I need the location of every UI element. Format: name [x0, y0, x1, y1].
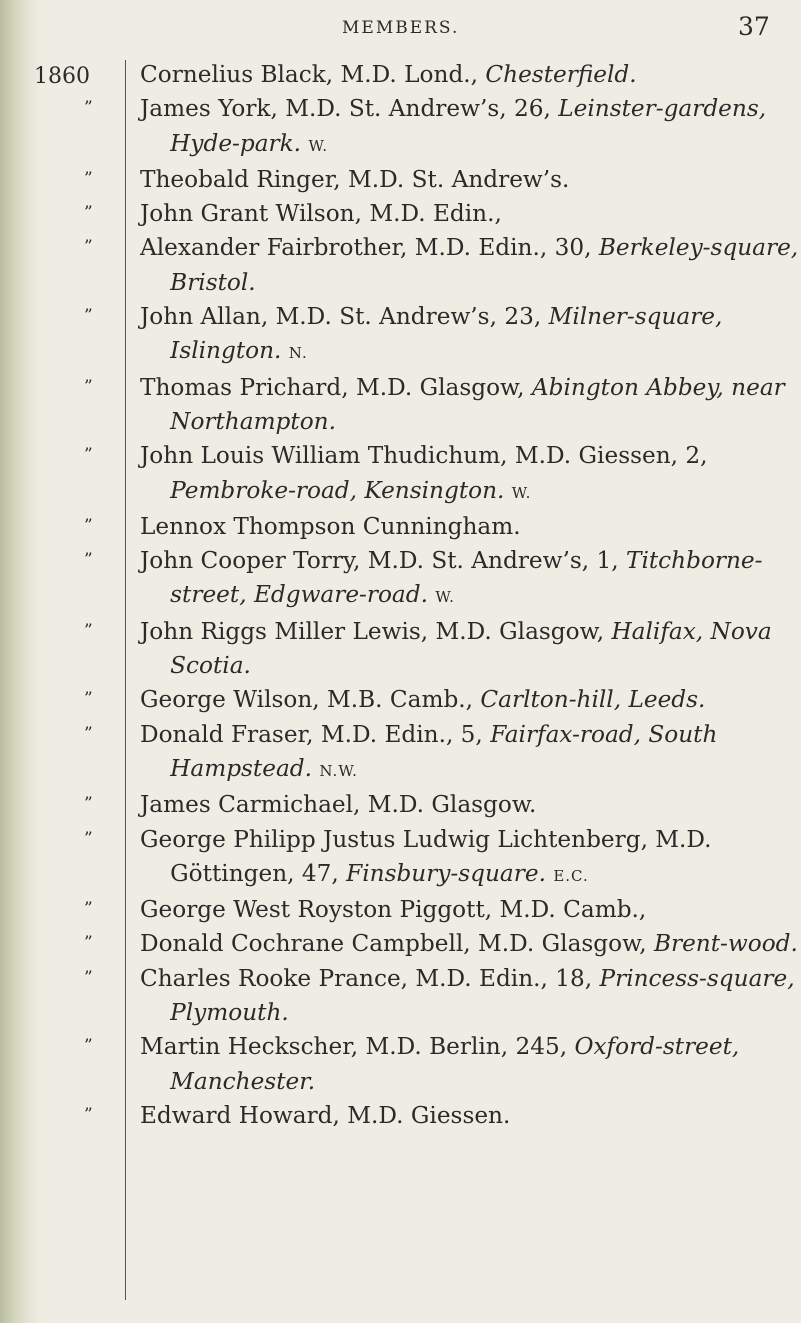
member-entry — [0, 510, 801, 544]
member-name: Lennox Thompson Cunningham. — [140, 512, 521, 540]
member-name: Cornelius Black, M.D. Lond., — [140, 61, 486, 88]
member-address: Pembroke-road, Kensington. — [170, 476, 505, 504]
postal-district: W. — [435, 588, 455, 607]
member-address: Brent-wood. — [653, 930, 798, 958]
member-entry — [0, 1030, 801, 1099]
ditto-mark: ” — [84, 203, 93, 224]
member-text — [140, 927, 801, 961]
page-header — [0, 12, 801, 52]
member-entry — [0, 788, 801, 822]
member-text — [140, 823, 801, 894]
member-entry — [0, 371, 801, 440]
postal-district: N.W. — [319, 761, 358, 780]
member-address: Abington Abbey, near Northampton. — [170, 373, 785, 435]
member-entry — [0, 300, 801, 371]
ditto-mark: ” — [84, 237, 93, 258]
member-text — [140, 371, 801, 440]
member-name: Edward Howard, M.D. Giessen. — [140, 1101, 511, 1129]
ditto-mark: ” — [84, 967, 93, 988]
member-name: Martin Heckscher, M.D. Berlin, 245, — [140, 1033, 575, 1061]
postal-district: N. — [288, 344, 308, 363]
member-name: George Philipp Justus Ludwig Lichtenberg, M.D. Göttingen, 47, — [140, 825, 712, 887]
member-address: Halifax, Nova Scotia. — [170, 617, 772, 680]
year-label: 1860 — [34, 64, 90, 89]
member-text — [140, 683, 801, 717]
member-address: Oxford-street, Manchester. — [170, 1033, 740, 1095]
member-address: Carlton-hill, Leeds. — [480, 686, 706, 714]
member-address: Finsbury-square. — [346, 859, 546, 887]
member-entry — [0, 544, 801, 615]
ditto-mark: ” — [84, 306, 93, 327]
member-text — [140, 718, 801, 789]
member-name: Donald Fraser, M.D. Edin., 5, — [140, 720, 491, 748]
member-name: John Allan, M.D. St. Andrew’s, 23, — [140, 303, 549, 331]
ditto-mark: ” — [84, 98, 93, 119]
member-entry — [0, 439, 801, 510]
member-address: Berkeley-square, Bristol. — [170, 234, 799, 296]
member-name: John Cooper Torry, M.D. St. Andrew’s, 1, — [140, 547, 626, 575]
ditto-mark: ” — [84, 899, 93, 920]
member-address: Titchborne-street, Edgware-road. — [170, 547, 763, 609]
member-address: Fairfax-road, South Hampstead. — [170, 720, 718, 782]
ditto-mark: ” — [84, 1104, 93, 1125]
member-entry — [0, 197, 801, 231]
page-number: 37 — [738, 12, 770, 41]
member-text — [140, 615, 801, 684]
ditto-mark: ” — [84, 445, 93, 466]
member-entry — [0, 927, 801, 961]
member-text — [140, 788, 801, 822]
member-name: John Grant Wilson, M.D. Edin., — [140, 200, 502, 228]
member-text — [140, 300, 801, 371]
member-text — [140, 544, 801, 615]
running-head: MEMBERS. — [342, 18, 460, 38]
member-entry — [0, 163, 801, 197]
member-text — [140, 58, 801, 92]
ditto-mark: ” — [84, 794, 93, 815]
member-name: James York, M.D. St. Andrew’s, 26, — [140, 95, 559, 123]
ditto-mark: ” — [84, 376, 93, 397]
member-address: Leinster-gardens, Hyde-park. — [170, 95, 767, 157]
postal-district: W. — [308, 136, 329, 155]
member-name: James Carmichael, M.D. Glasgow. — [140, 791, 537, 819]
member-text — [140, 439, 801, 510]
member-address: Chesterfield. — [485, 61, 637, 88]
postal-district: W. — [511, 483, 532, 502]
ditto-mark: ” — [84, 933, 93, 954]
ditto-mark: ” — [84, 168, 93, 189]
member-text — [140, 510, 801, 544]
ditto-mark: ” — [84, 1036, 93, 1057]
member-list — [0, 58, 801, 1133]
member-name: John Louis William Thudichum, M.D. Giessen, 2, — [140, 442, 708, 470]
member-address: Milner-square, Islington. — [170, 303, 723, 365]
member-name: Donald Cochrane Campbell, M.D. Glasgow, — [140, 930, 654, 958]
member-entry — [0, 615, 801, 684]
member-entry — [0, 962, 801, 1031]
member-entry — [0, 893, 801, 927]
member-name: Theobald Ringer, M.D. St. Andrew’s. — [140, 165, 570, 193]
ditto-mark: ” — [84, 689, 93, 710]
member-entry — [0, 718, 801, 789]
member-address: Princess-square, Plymouth. — [170, 964, 795, 1027]
member-name: Alexander Fairbrother, M.D. Edin., 30, — [140, 234, 599, 262]
ditto-mark: ” — [84, 515, 93, 536]
member-entry — [0, 823, 801, 894]
member-name: John Riggs Miller Lewis, M.D. Glasgow, — [140, 617, 612, 645]
member-name: George Wilson, M.B. Camb., — [140, 686, 481, 714]
member-name: Charles Rooke Prance, M.D. Edin., 18, — [140, 964, 600, 992]
member-entry — [0, 231, 801, 300]
member-entry — [0, 1099, 801, 1133]
member-entry — [0, 683, 801, 717]
ditto-mark: ” — [84, 723, 93, 744]
postal-district: E.C. — [553, 866, 589, 885]
member-text — [140, 92, 801, 163]
ditto-mark: ” — [84, 550, 93, 571]
member-text — [140, 1099, 801, 1133]
member-text — [140, 1030, 801, 1099]
member-text — [140, 197, 801, 231]
member-text — [140, 893, 801, 927]
ditto-mark: ” — [84, 620, 93, 641]
member-text — [140, 163, 801, 197]
member-entry — [0, 92, 801, 163]
member-text — [140, 231, 801, 300]
member-entry — [0, 58, 801, 92]
member-name: Thomas Prichard, M.D. Glasgow, — [140, 373, 532, 401]
ditto-mark: ” — [84, 828, 93, 849]
member-text — [140, 962, 801, 1031]
member-name: George West Royston Piggott, M.D. Camb., — [140, 896, 647, 924]
